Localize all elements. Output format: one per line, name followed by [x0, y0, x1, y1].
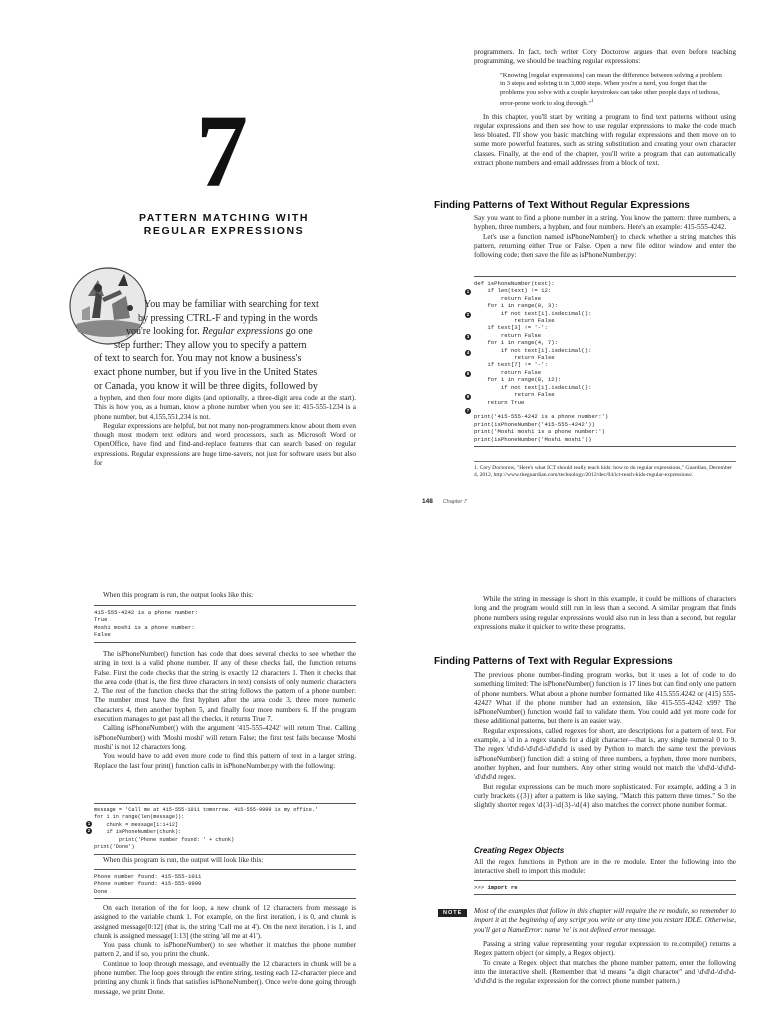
code-listing-1: def isPhoneNumber(text): if len(text) != 12: return False for i in range(0, 3): if not text[i].isdecimal(): return False if text[3] != '-': return False for i in range(4, 7): if not text[i].isdecimal(): return False if text[7] != '-': return False for i in range(8, 12): if not text[i].isdecimal(): return False return True print('415-555-4242 is a phone number:') print(isPhoneNumber('415-555-4242')) print('Moshi moshi is a phone number:') print(isPhoneNumber('Moshi moshi')) — [474, 280, 609, 443]
code-block-2 — [94, 803, 356, 855]
bottom-right-paragraph-6: Passing a string value representing your regular expression to re.compile() returns a Regex pattern object (or simply, a Regex object). — [474, 940, 736, 958]
chapter-intro — [94, 298, 356, 393]
bottom-left-paragraph-1: When this program is run, the output looks like this: — [103, 591, 254, 599]
right-column-top — [474, 48, 736, 168]
left-column-bottom-2 — [94, 650, 356, 771]
left-column-bottom — [94, 591, 356, 600]
bottom-right-paragraph-3: Regular expressions, called regexes for short, are descriptions for a pattern of text. For example, a \d in a regex stands for a digit character—that is, any single numeral 0 to 9. The regex \d\d\d-\d\d\d-\d\d\d\d is used by Python to match the same text the previous isPhoneNumber() function did: a string of three numbers, a hyphen, three more numbers, another hyphen, and four numbers. Any other string would not match the \d\d\d-\d\d\d-\d\d\d\d regex. — [474, 726, 736, 782]
output-block-2 — [94, 869, 356, 899]
intro-line-1: You may be familiar with searching for text — [144, 299, 319, 310]
intro-line-6: exact phone number, but if you live in the United States — [94, 366, 318, 378]
bottom-left-paragraph-6: On each iteration of the for loop, a new chunk of 12 characters from message is assigned to the variable chunk 1. For example, on the first iteration, i is 0, and chunk is assigned message[0:12] (that is, the string 'Call me at 4'). On the next iteration, i is 1, and chunk is assigned message[1:13] (the string 'all me at 41'). — [94, 904, 356, 940]
code-marker-7: 7 — [466, 408, 470, 413]
bottom-right-paragraph-4: But regular expressions can be much more sophisticated. For example, adding a 3 in curly brackets ({3}) after a pattern is like saying, "Match this pattern three times." So the slightly shorter regex \d{3}-\d{3}-\d{4} also matches the correct phone number format. — [474, 782, 736, 810]
footnote-text: 1. Cory Doctorow, "Here's what ICT should really teach kids: how to do regular expressions," Guardian, December 4, 2012, http://www.theguardian.com/technology/2012/dec/04/ict-teach-kids-regular-expressions/. — [474, 465, 733, 479]
chapter-number: 7 — [196, 94, 248, 209]
right-paragraph-2: Say you want to find a phone number in a string. You know the pattern: three numbers, a hyphen, three numbers, a hyphen, and four numbers. Here's an example: 415-555-4242. — [474, 214, 736, 232]
code-marker-1: 1 — [466, 289, 470, 294]
left-paragraph-1: a hyphen, and then four more digits (and optionally, a three-digit area code at the start). This is how you, as a human, know a phone number when you see it: 415-555-1234 is a phone number, but 4,155,551,234 is not. — [94, 394, 356, 421]
bottom-left-paragraph-7: You pass chunk to isPhoneNumber() to see whether it matches the phone number pattern 2, and if so, you print the chunk. — [94, 941, 356, 959]
intro-line-3 — [94, 325, 356, 339]
output-listing-2: Phone number found: 415-555-1011 Phone number found: 415-555-9999 Done — [94, 873, 202, 895]
bottom-right-paragraph-1: While the string in message is short in this example, it could be millions of characters long and the program would still run in less than a second. A similar program that finds phone numbers using regular expressions would also run in less than a second, but regular expressions make it quicker to write these programs. — [474, 595, 736, 631]
section-heading-1: Finding Patterns of Text Without Regular Expressions — [434, 200, 690, 211]
quote-text: "Knowing [regular expressions] can mean the difference between solving a problem in 3 steps and solving it in 3,000 steps. When you're a nerd, you forget that the problems you solve with a couple keystrokes can take other people days of tedious, error-prone work to slog through." — [500, 71, 722, 107]
code-marker-6: 6 — [466, 394, 470, 399]
bottom-left-paragraph-2: The isPhoneNumber() function has code that does several checks to see whether the string in text is a valid phone number. If any of these checks fail, the function returns False. First the code checks that the string is exactly 12 characters 1. Then it checks that the area code (that is, the first three characters in text) consists of only numeric characters 2. The rest of the function checks that the string follows the pattern of a phone number: The number must have the first hyphen after the area code 3, three more numeric characters 4, then another hyphen 5, and finally four more numbers 6. If the program execution manages to get past all the checks, it returns True 7. — [94, 650, 356, 724]
right-column-top-2 — [474, 214, 736, 260]
left-column-top — [94, 394, 356, 468]
right-column-bottom-3 — [474, 858, 736, 877]
footnote — [474, 461, 736, 479]
code2-marker-2: 2 — [87, 828, 91, 833]
code-marker-5: 5 — [466, 371, 470, 376]
shell-command: import re — [487, 884, 518, 891]
bottom-left-paragraph-4: You would have to add even more code to find this pattern of text in a larger string. Replace the last four print() function calls in isPhoneNumber.py with the following: — [94, 752, 356, 770]
left-paragraph-2: Regular expressions are helpful, but not many non-programmers know about them even though most modern text editors and word processors, such as Microsoft Word or OpenOffice, have find and find-and-replace features that can search based on regular expressions. Regular expressions are huge time-savers, not just for software users but also for — [94, 421, 356, 468]
note-label: NOTE — [438, 909, 467, 917]
code-listing-2: message = 'Call me at 415-555-1011 tomorrow. 415-555-9999 is my office.' for i in range(len(message)): chunk = message[i:i+12] if isPhoneNumber(chunk): print('Phone number found: ' + chunk) print('Done') — [94, 807, 319, 851]
code-marker-2: 2 — [466, 312, 470, 317]
intro-emphasis: Regular expressions — [202, 326, 284, 338]
code-marker-3: 3 — [466, 334, 470, 339]
code2-marker-1: 1 — [87, 821, 91, 826]
quote-footnote-mark: 1 — [591, 98, 594, 104]
page-footer — [422, 498, 467, 505]
intro-line-2: by pressing CTRL-F and typing in the words — [138, 312, 318, 324]
code-block-3 — [474, 880, 736, 895]
doctorow-quote — [500, 72, 722, 109]
right-paragraph-0: programmers. In fact, tech writer Cory Doctorow argues that even before teaching programming, we should be teaching regular expressions: — [474, 48, 736, 66]
chapter-title-line2: REGULAR EXPRESSIONS — [143, 225, 305, 237]
section-heading-2: Finding Patterns of Text with Regular Expressions — [434, 656, 673, 667]
intro-line-4: step further: They allow you to specify a pattern — [114, 339, 307, 351]
bottom-left-paragraph-8: Continue to loop through message, and eventually the 12 characters in chunk will be a phone number. The loop goes through the entire string, testing each 12-character piece and printing any chunk it finds that satisfies isPhoneNumber(). Once we're done going through message, we print Done. — [94, 959, 356, 996]
code-marker-4: 4 — [466, 350, 470, 355]
right-column-bottom — [474, 595, 736, 632]
intro-line-7: or Canada, you know it will be three digits, followed by — [94, 380, 318, 392]
intro-line-3b: go one — [283, 326, 313, 338]
note-text: Most of the examples that follow in this chapter will require the re module, so remember to import it at the beginning of any script you write or any time you restart IDLE. Otherwise, you'll get a NameError: name 're' is not defined error message. — [474, 907, 736, 934]
bottom-right-paragraph-7: To create a Regex object that matches the phone number pattern, enter the following into the interactive shell. (Remember that \d means "a digit character" and \d\d\d-\d\d\d-\d\d\d\d is the regular expression for the correct phone number pattern.) — [474, 958, 736, 986]
page-number: 148 — [422, 498, 433, 505]
right-paragraph-3: Let's use a function named isPhoneNumber() to check whether a string matches this pattern, returning either True or False. Open a new file editor window and enter the following code; then save the file as isPhoneNumber.py: — [474, 232, 736, 260]
bottom-right-paragraph-2: The previous phone number-finding program works, but it uses a lot of code to do something limited: The isPhoneNumber() function is 17 lines but can find only one pattern of phone numbers. What about a phone number formatted like 415.555.4242 or (415) 555-4242? What if the phone number had an extension, like 415-555-4242 x99? The isPhoneNumber() function would fail to validate them. You could add yet more code for these additional patterns, but there is an easier way. — [474, 671, 736, 726]
output-listing-1: 415-555-4242 is a phone number: True Moshi moshi is a phone number: False — [94, 609, 199, 639]
code-block-1 — [474, 276, 736, 447]
running-head: Chapter 7 — [442, 499, 467, 505]
shell-prompt: >>> — [474, 884, 488, 891]
right-paragraph-1: In this chapter, you'll start by writing a program to find text patterns without using regular expressions and then see how to use regular expressions to make the code much less bloated. I'll show you basic matching with regular expressions and then move on to some more powerful features, such as string substitution and creating your own character classes. Finally, at the end of the chapter, you'll write a program that can automatically extract phone numbers and email addresses from a block of text. — [474, 112, 736, 168]
intro-line-5: of text to search for. You may not know a business's — [94, 353, 302, 365]
output-block-1 — [94, 605, 356, 643]
bottom-left-paragraph-3: Calling isPhoneNumber() with the argument '415-555-4242' will return True. Calling isPhoneNumber() with 'Moshi moshi' will return False; the first test fails because 'Moshi moshi' is not 12 characters long. — [94, 724, 356, 751]
right-column-bottom-4 — [474, 940, 736, 986]
chapter-title-line1: PATTERN MATCHING WITH — [138, 212, 310, 224]
right-column-bottom-2 — [474, 671, 736, 810]
bottom-left-paragraph-5: When this program is run, the output will look like this: — [103, 856, 264, 864]
bottom-right-paragraph-5: All the regex functions in Python are in the re module. Enter the following into the interactive shell to import this module: — [474, 858, 736, 876]
left-column-bottom-4 — [94, 904, 356, 997]
code-listing-3 — [474, 884, 736, 891]
intro-line-3a: you're looking for. — [126, 326, 203, 338]
subheading-creating-regex: Creating Regex Objects — [474, 846, 565, 855]
left-column-bottom-3 — [94, 856, 356, 865]
chapter-title — [104, 212, 344, 238]
note-box — [474, 907, 736, 935]
